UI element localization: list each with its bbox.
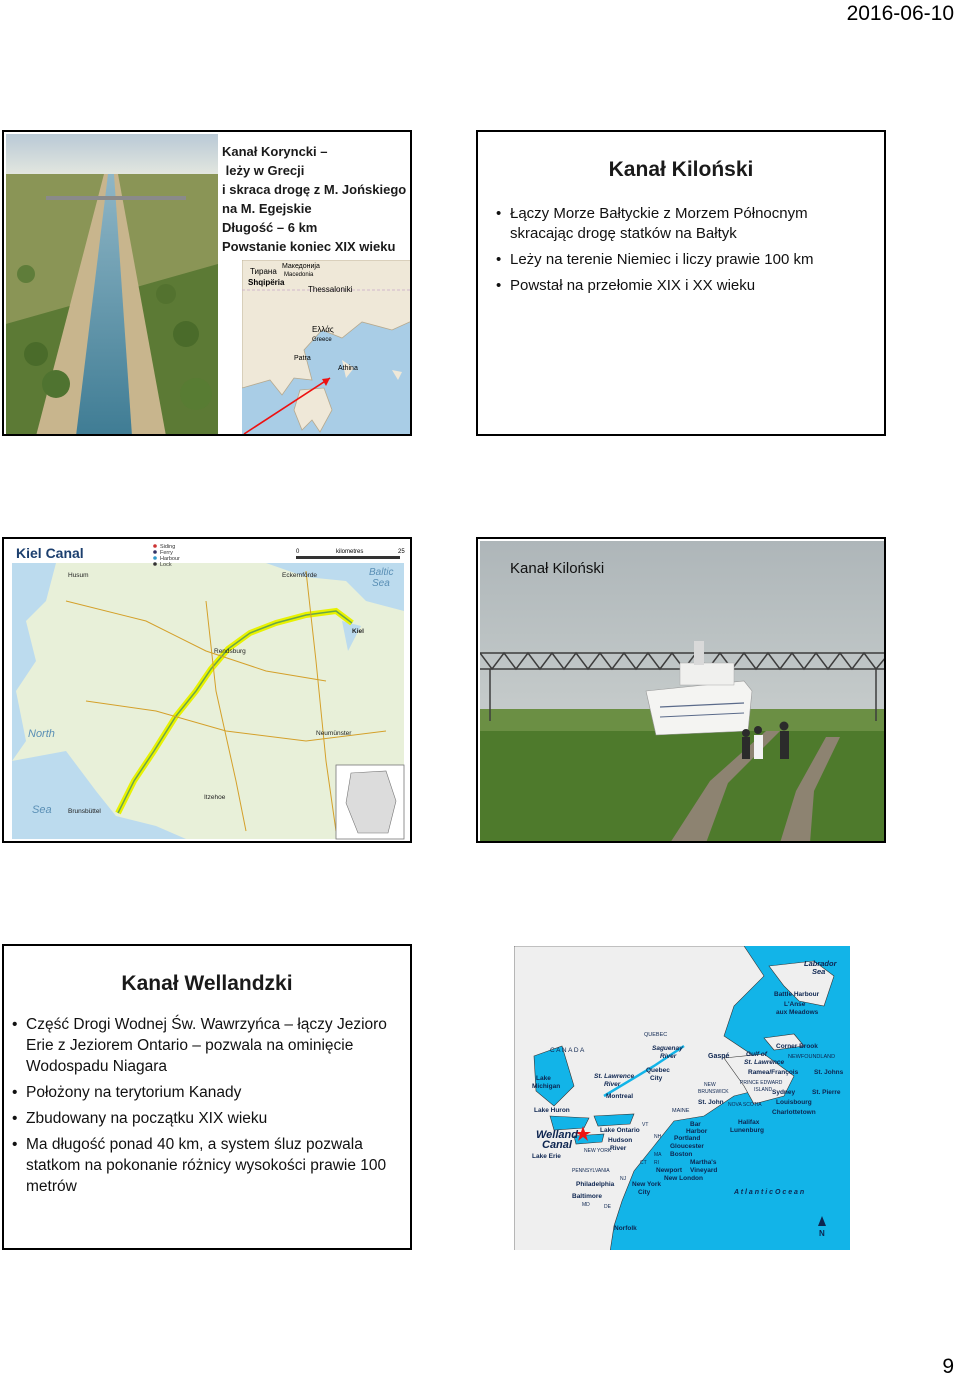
map-label: St. Pierre xyxy=(812,1089,841,1096)
map-label: Baltimore xyxy=(572,1193,602,1200)
map-label: MD xyxy=(582,1202,590,1208)
sea-label: Sea xyxy=(32,804,52,816)
map-label: St. John xyxy=(698,1099,724,1106)
map-label: Corner Brook xyxy=(776,1043,818,1050)
caption-line: Powstanie koniec XIX wieku xyxy=(222,239,396,254)
map-label: Lake xyxy=(536,1075,551,1082)
map-label: New London xyxy=(664,1175,703,1182)
bullet-item: • Zbudowany na początku XIX wieku xyxy=(8,1108,406,1129)
sea-label: North xyxy=(28,728,55,740)
map-label: Louisbourg xyxy=(776,1099,812,1106)
map-label: Lake Huron xyxy=(534,1107,570,1114)
map-label: NH xyxy=(654,1134,662,1140)
slide-kiel-text xyxy=(476,130,886,436)
scale-end: 25 xyxy=(398,549,405,555)
map-label: Charlottetown xyxy=(772,1109,816,1116)
map-label: QUEBEC xyxy=(644,1032,668,1038)
bullet-item: • Część Drogi Wodnej Św. Wawrzyńca – łączy Jezioro Erie z Jeziorem Ontario – pozwala na ominięcie Wodospadu Niagara xyxy=(8,1014,406,1077)
map-label: St. Johns xyxy=(814,1069,844,1076)
slide-corinth-canal xyxy=(2,130,412,436)
caption-line: na M. Egejskie xyxy=(222,201,312,216)
map-label: Philadelphia xyxy=(576,1181,615,1188)
map-label: BRUNSWICK xyxy=(698,1089,729,1095)
kiel-canal-map xyxy=(6,541,412,843)
map-label: ISLAND xyxy=(754,1087,773,1093)
legend-item: Ferry xyxy=(160,550,173,556)
map-label: Welland xyxy=(536,1129,578,1141)
map-label: City xyxy=(638,1189,651,1196)
map-label: Harbor xyxy=(686,1128,708,1135)
map-label: MAINE xyxy=(672,1108,690,1114)
map-label: Martha's xyxy=(690,1159,717,1166)
map-label: Norfolk xyxy=(614,1225,637,1232)
place-label: Neumünster xyxy=(316,730,352,737)
slide-title: Kanał Wellandzki xyxy=(121,972,293,995)
map-label: Тирана xyxy=(250,267,277,276)
bullet-list xyxy=(8,1014,406,1197)
sea-label: Sea xyxy=(372,578,390,589)
map-label: River xyxy=(660,1053,677,1060)
bullet-item: • Położony na terytorium Kanady xyxy=(8,1082,406,1103)
map-label: Sydney xyxy=(772,1089,796,1096)
bullet-item: • Ma długość ponad 40 km, a system śluz pozwala statkom na pokonanie różnicy wysokości prawie 100 metrów xyxy=(8,1134,406,1197)
slide-kiel-photo xyxy=(476,537,886,843)
place-label: Husum xyxy=(68,572,89,579)
map-label: River xyxy=(604,1081,621,1088)
map-label: City xyxy=(650,1075,663,1082)
map-label: Canal xyxy=(542,1139,572,1151)
map-label: MA xyxy=(654,1152,662,1158)
map-label: Patra xyxy=(294,355,311,362)
map-label: N xyxy=(819,1229,825,1238)
map-label: NEW YORK xyxy=(584,1148,612,1154)
legend-item: Siding xyxy=(160,544,176,550)
map-label: Montreal xyxy=(606,1093,634,1100)
map-label: Hudson xyxy=(608,1137,633,1144)
map-label: A t l a n t i c O c e a n xyxy=(734,1189,805,1196)
map-label: NEW xyxy=(704,1082,716,1088)
map-title: Kiel Canal xyxy=(16,545,84,561)
scale-label: kilometres xyxy=(336,549,364,555)
map-label: aux Meadows xyxy=(776,1009,819,1016)
map-label: L'Anse xyxy=(784,1001,806,1008)
legend-item: Lock xyxy=(160,562,172,568)
bullet-item: • Leży na terenie Niemiec i liczy prawie 100 km xyxy=(492,250,870,270)
sea-label: Baltic xyxy=(369,567,394,578)
map-label: Portland xyxy=(674,1135,701,1142)
map-label: PRINCE EDWARD xyxy=(740,1080,783,1086)
slide-welland-map xyxy=(476,944,886,1250)
corinth-caption xyxy=(222,142,406,256)
bullet-item: • Powstał na przełomie XIX i XX wieku xyxy=(492,276,870,296)
map-label: Lake Ontario xyxy=(600,1127,640,1134)
map-label: CT xyxy=(640,1160,647,1166)
caption-line: i skraca drogę z M. Jońskiego xyxy=(222,182,407,197)
place-label: Brunsbüttel xyxy=(68,808,101,815)
caption-line: Kanał Koryncki – xyxy=(222,144,328,159)
scale-start: 0 xyxy=(296,549,300,555)
map-label: Thessaloniki xyxy=(308,285,353,294)
slide-welland-text xyxy=(2,944,412,1250)
place-label: Itzehoe xyxy=(204,794,226,801)
map-label: River xyxy=(610,1145,627,1152)
map-label: Bar xyxy=(690,1121,701,1128)
map-label: PENNSYLVANIA xyxy=(572,1168,610,1174)
place-label: Rendsburg xyxy=(214,648,246,655)
page-number: 9 xyxy=(942,1355,954,1378)
map-label: Gulf of xyxy=(746,1051,767,1058)
northeast-map xyxy=(514,946,850,1250)
place-label: Eckernförde xyxy=(282,572,318,579)
map-label: Sea xyxy=(812,967,826,976)
map-label: Newport xyxy=(656,1167,682,1174)
map-label: NOVA SCOTIA xyxy=(728,1102,762,1108)
bullet-item: • Łączy Morze Bałtyckie z Morzem Północnym skracając drogę statków na Bałtyk xyxy=(492,204,870,244)
map-label: St. Lawrence xyxy=(744,1059,785,1066)
map-label: Lunenburg xyxy=(730,1127,764,1134)
map-label: Lake Erie xyxy=(532,1153,561,1160)
slide-title: Kanał Kiloński xyxy=(510,560,605,577)
map-label: C A N A D A xyxy=(550,1047,585,1054)
map-label: Saguenay xyxy=(652,1045,683,1052)
map-label: Boston xyxy=(670,1151,693,1158)
map-label: Ελλάς xyxy=(312,325,334,334)
map-label: Vineyard xyxy=(690,1167,718,1174)
slide-kiel-map xyxy=(2,537,412,843)
greece-map xyxy=(242,260,412,436)
map-label: RI xyxy=(654,1160,659,1166)
caption-line: leży w Grecji xyxy=(222,163,305,178)
map-label: Ramea/François xyxy=(748,1069,799,1076)
map-label: Quebec xyxy=(646,1067,670,1074)
map-label: Athina xyxy=(338,365,358,372)
map-label: Halifax xyxy=(738,1119,760,1126)
map-label: Shqipëria xyxy=(248,278,285,287)
map-label: Gloucester xyxy=(670,1143,704,1150)
map-label: Greece xyxy=(312,337,332,343)
legend-item: Harbour xyxy=(160,556,180,562)
slide-title: Kanał Kiloński xyxy=(608,158,754,181)
map-label: Battle Harbour xyxy=(774,991,820,998)
map-label: VT xyxy=(642,1122,649,1128)
map-label: Macedonia xyxy=(284,272,314,278)
map-label: Македонија xyxy=(282,263,320,270)
map-label: Gaspé xyxy=(708,1053,730,1060)
map-label: Michigan xyxy=(532,1083,561,1090)
header-date: 2016-06-10 xyxy=(846,2,954,25)
map-label: Labrador xyxy=(804,959,837,968)
map-label: NEWFOUNDLAND xyxy=(788,1054,836,1060)
corinth-canal-photo xyxy=(6,134,218,436)
map-label: NJ xyxy=(620,1176,627,1182)
caption-line: Długość – 6 km xyxy=(222,220,318,235)
map-label: New York xyxy=(632,1181,662,1188)
bullet-list xyxy=(492,204,870,296)
place-label: Kiel xyxy=(352,628,364,635)
kiel-canal-photo xyxy=(480,541,886,843)
map-label: St. Lawrence xyxy=(594,1073,635,1080)
map-label: DE xyxy=(604,1204,611,1210)
